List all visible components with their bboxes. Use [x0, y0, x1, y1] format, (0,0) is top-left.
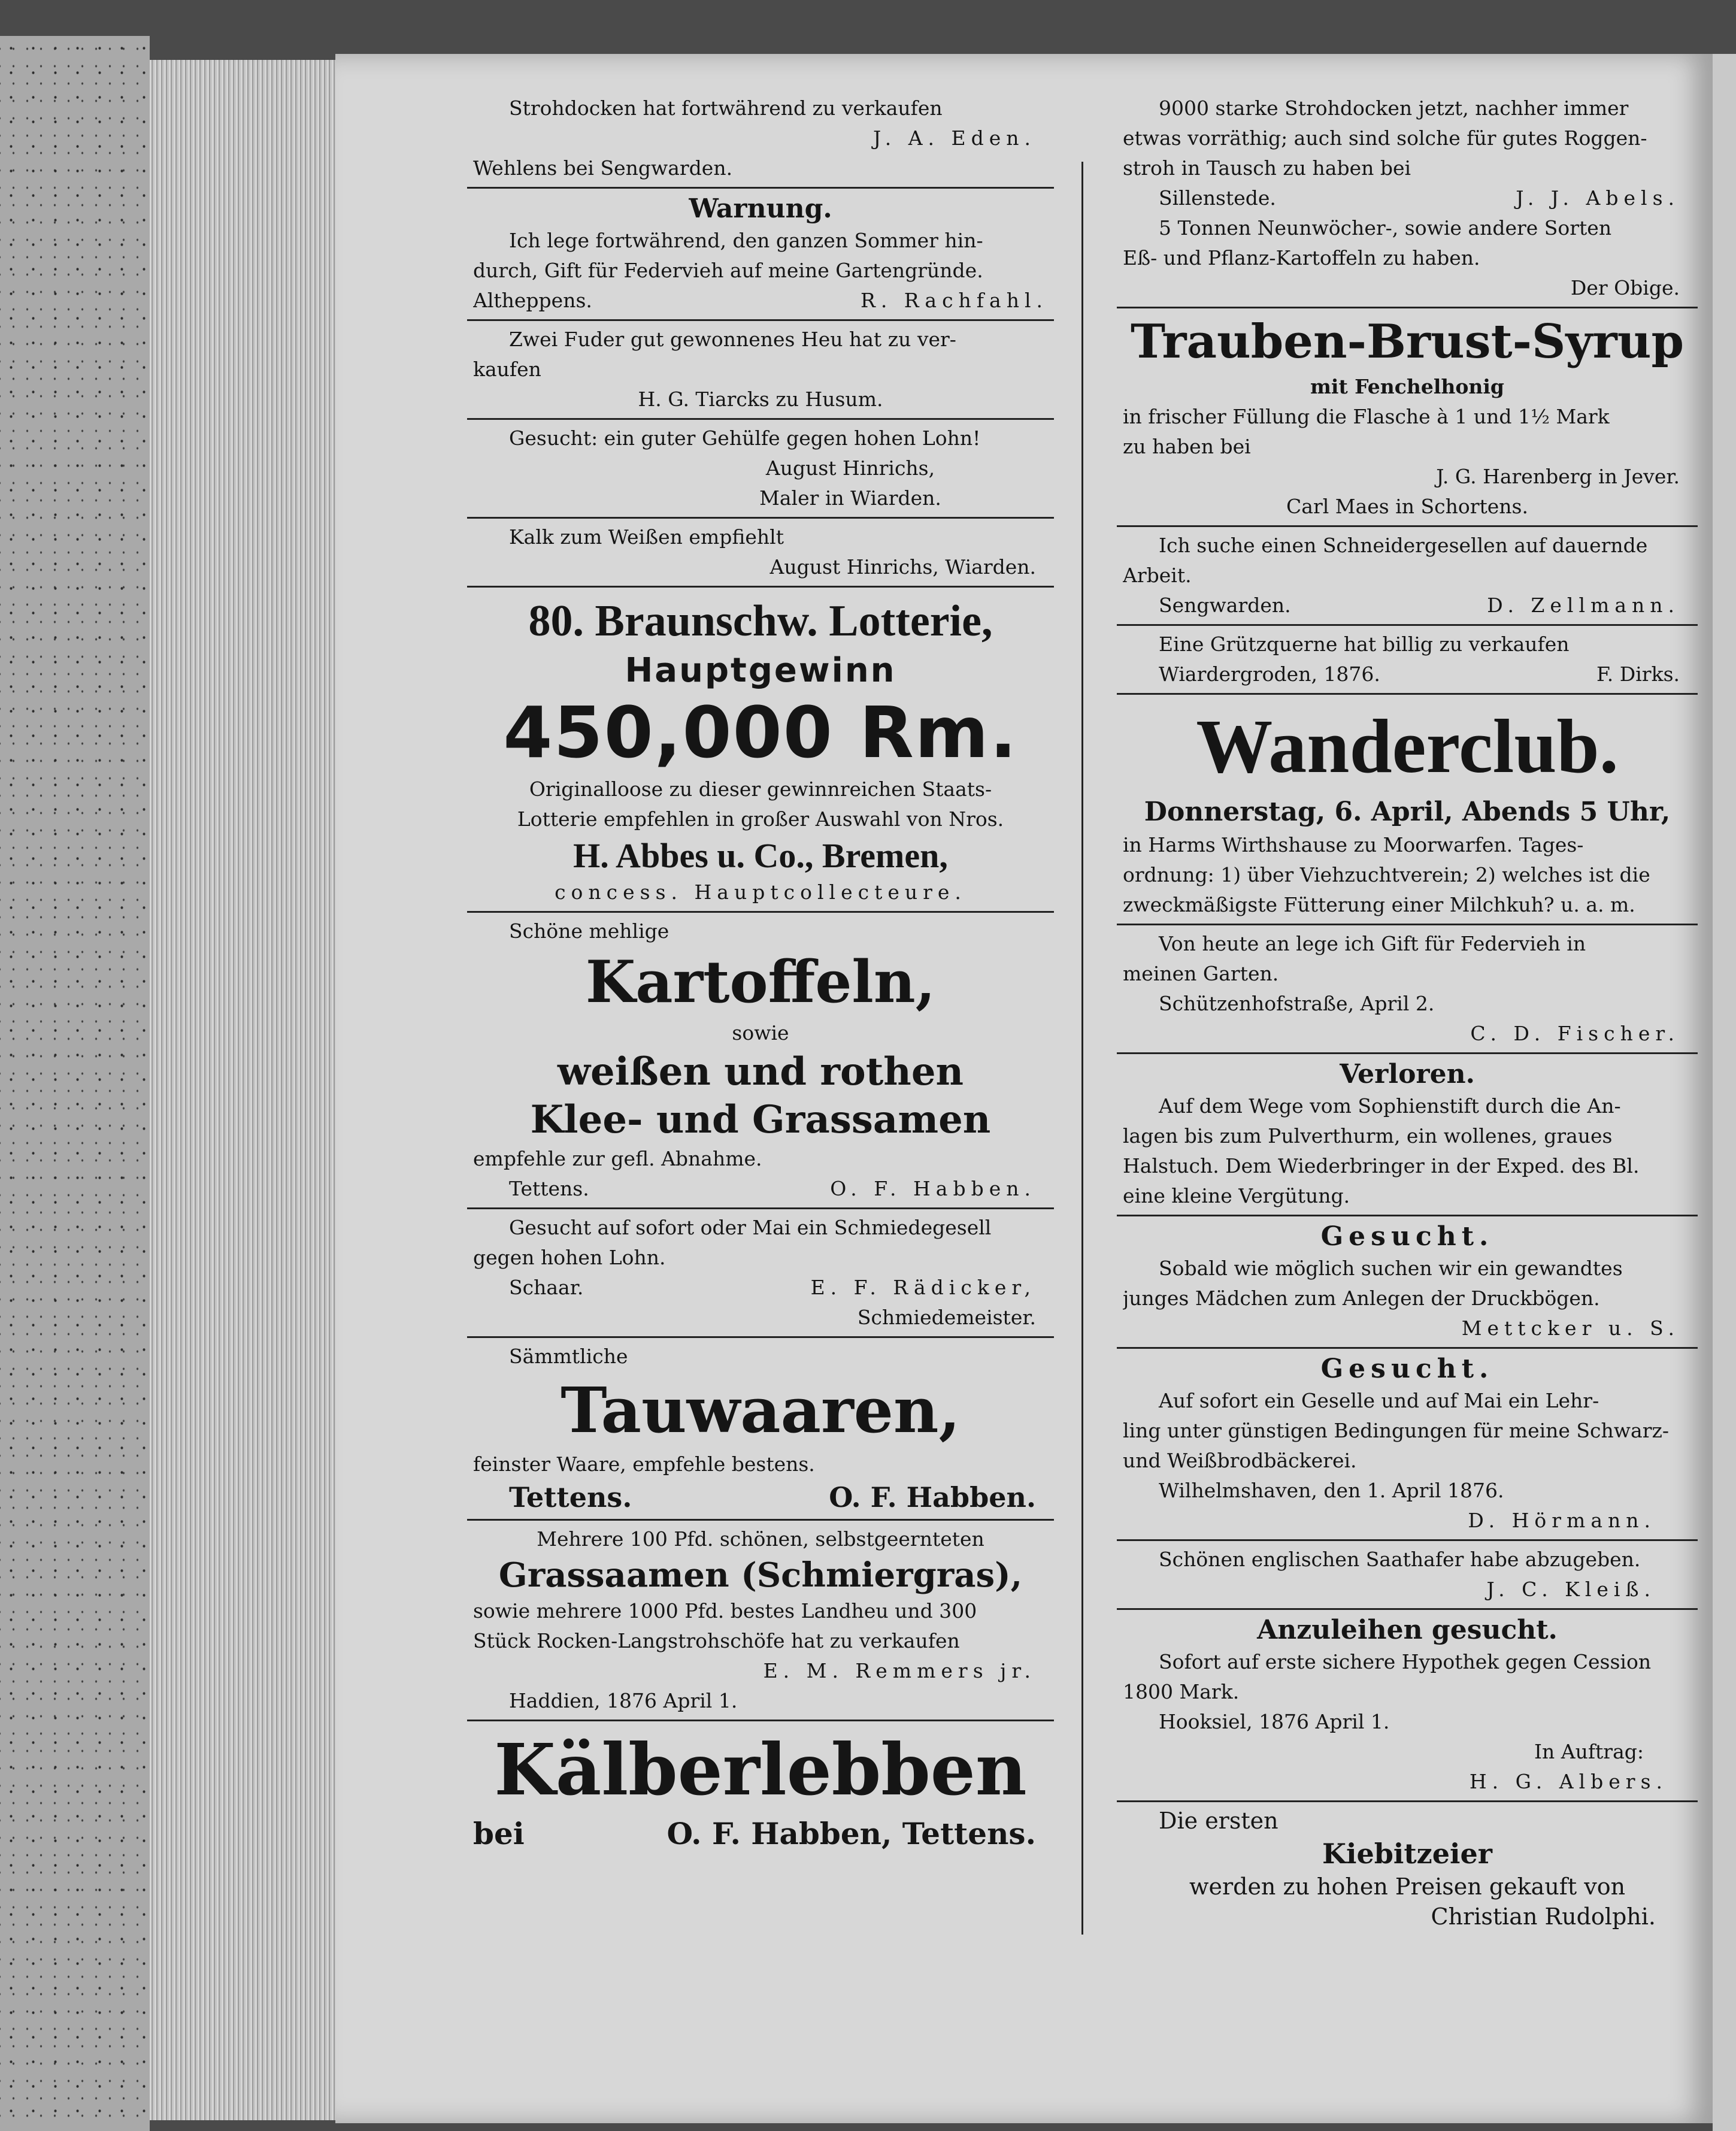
lotterie-heading: 80. Braunschw. Lotterie,	[528, 597, 993, 646]
ad-kaelberlebben	[467, 1721, 1054, 1857]
ad-remmers	[467, 1521, 1054, 1721]
ad-date: Hooksiel, 1876 April 1.	[1159, 1710, 1390, 1733]
ad-place: Wiardergroden, 1876.	[1159, 662, 1380, 686]
ad-signature: D. Hörmann.	[1468, 1509, 1656, 1532]
ad-text: empfehle zur gefl. Abnahme.	[473, 1147, 762, 1170]
ad-text: Sofort auf erste sichere Hypothek gegen Cession	[1159, 1650, 1652, 1673]
ad-mettcker	[1117, 1216, 1698, 1349]
right-column	[1117, 90, 1698, 1935]
ad-signature: Christian Rudolphi.	[1431, 1903, 1656, 1930]
ad-text: Eß- und Pflanz-Kartoffeln zu haben.	[1123, 246, 1480, 270]
ad-text: gegen hohen Lohn.	[473, 1246, 666, 1269]
ad-text: in Harms Wirthshause zu Moorwarfen. Tages-	[1123, 833, 1584, 856]
ad-text: sowie	[732, 1021, 789, 1045]
ad-text: concess. Hauptcollecteure.	[555, 880, 967, 904]
ad-text: ordnung: 1) über Viehzuchtverein; 2) welches ist die	[1123, 863, 1650, 886]
ad-text: meinen Garten.	[1123, 962, 1279, 985]
ad-text: Eine Grützquerne hat billig zu verkaufen	[1159, 632, 1570, 656]
ad-text: ling unter günstigen Bedingungen für meine Schwarz-	[1123, 1419, 1670, 1442]
ad-text: lagen bis zum Pulverthurm, ein wollenes, graues	[1123, 1124, 1613, 1148]
ad-hoermann	[1117, 1349, 1698, 1541]
ad-text: zu haben bei	[1123, 435, 1251, 458]
ad-text: in frischer Füllung die Flasche à 1 und 1½ Mark	[1123, 405, 1610, 428]
kartoffeln-heading: Kartoffeln,	[585, 948, 936, 1016]
ad-signature: J. G. Harenberg in Jever.	[1436, 465, 1680, 488]
ad-text: stroh in Tausch zu haben bei	[1123, 156, 1411, 180]
ad-text: Schönen englischen Saathafer habe abzugeben.	[1159, 1548, 1641, 1571]
ad-text: und Weißbrodbäckerei.	[1123, 1449, 1357, 1472]
ad-signature: Schmiedemeister.	[857, 1306, 1036, 1329]
ad-text: Stück Rocken-Langstrohschöfe hat zu verkaufen	[473, 1629, 960, 1652]
ad-signature-row	[1123, 591, 1692, 620]
ad-subheading: Kiebitzeier	[1322, 1838, 1492, 1870]
page-edges	[150, 60, 335, 2120]
ad-title: Gesucht.	[1320, 1221, 1494, 1252]
ad-text: werden zu hohen Preisen gekauft von	[1189, 1873, 1626, 1900]
ad-title: Gesucht.	[1320, 1354, 1494, 1384]
ad-place: Sengwarden.	[1159, 594, 1291, 617]
ad-signature: F. Dirks.	[1596, 662, 1680, 686]
ad-tiarcks	[467, 321, 1054, 420]
book-cover-speckled	[0, 36, 150, 2131]
ad-signature-row	[473, 1174, 1048, 1204]
ad-text: Ich suche einen Schneidergesellen auf dauernde	[1159, 534, 1648, 557]
ad-hinrichs-gehuelfe	[467, 420, 1054, 519]
ad-text: eine kleine Vergütung.	[1123, 1184, 1350, 1207]
ad-signature: O. F. Habben.	[830, 1177, 1036, 1200]
ad-date: Schützenhofstraße, April 2.	[1159, 992, 1435, 1015]
ad-signature: Maler in Wiarden.	[759, 486, 941, 510]
ad-signature: August Hinrichs, Wiarden.	[769, 555, 1036, 579]
column-divider	[1081, 162, 1083, 1935]
ad-signature-row	[1123, 659, 1692, 689]
ad-place: Sillenstede.	[1159, 186, 1276, 210]
ad-text: junges Mädchen zum Anlegen der Druckbögen.	[1123, 1287, 1600, 1310]
ad-text: 1800 Mark.	[1123, 1680, 1240, 1703]
ad-place: Tettens.	[509, 1177, 589, 1200]
ad-text: etwas vorräthig; auch sind solche für gutes Roggen-	[1123, 126, 1647, 150]
ad-verloren	[1117, 1054, 1698, 1216]
ad-signature: Carl Maes in Schortens.	[1286, 495, 1528, 518]
ad-text: zweckmäßigste Fütterung einer Milchkuh? u. a. m.	[1123, 893, 1635, 916]
ad-text: Arbeit.	[1123, 564, 1192, 587]
ad-fischer	[1117, 925, 1698, 1054]
ad-text: Strohdocken hat fortwährend zu verkaufen	[509, 96, 943, 120]
ad-signature: Der Obige.	[1570, 276, 1680, 299]
next-page-edge	[1713, 54, 1736, 2131]
ad-signature-row	[473, 1273, 1048, 1303]
ad-tauwaaren	[467, 1338, 1054, 1521]
ad-abels	[1117, 90, 1698, 308]
ad-syrup	[1117, 308, 1698, 527]
syrup-heading: Trauben-Brust-Syrup	[1130, 314, 1684, 369]
ad-text: Halstuch. Dem Wiederbringer in der Exped. des Bl.	[1123, 1154, 1640, 1178]
ad-raedicker	[467, 1209, 1054, 1338]
ad-warnung	[467, 189, 1054, 321]
ad-signature-row	[1123, 183, 1692, 213]
ad-rudolphi	[1117, 1802, 1698, 1935]
ad-signature: C. D. Fischer.	[1470, 1022, 1680, 1045]
ad-title: Anzuleihen gesucht.	[1257, 1615, 1558, 1645]
ad-title: Verloren.	[1340, 1059, 1475, 1089]
ad-zellmann	[1117, 527, 1698, 626]
ad-signature: J. A. Eden.	[873, 126, 1036, 150]
ad-text: 9000 starke Strohdocken jetzt, nachher immer	[1159, 96, 1629, 120]
ad-text: feinster Waare, empfehle bestens.	[473, 1452, 815, 1476]
ad-date: Wilhelmshaven, den 1. April 1876.	[1159, 1479, 1504, 1502]
ad-signature: E. M. Remmers jr.	[763, 1659, 1036, 1682]
ad-signature-row	[473, 1479, 1048, 1515]
ad-albers	[1117, 1610, 1698, 1802]
ad-kartoffeln	[467, 913, 1054, 1209]
ad-place: Tettens.	[509, 1481, 632, 1514]
wanderclub-heading: Wanderclub.	[1196, 704, 1619, 789]
left-column	[467, 90, 1054, 1857]
ad-signature: O. F. Habben, Tettens.	[666, 1816, 1036, 1851]
ad-signature: H. G. Albers.	[1469, 1770, 1668, 1793]
ad-text: Gesucht: ein guter Gehülfe gegen hohen Lohn!	[509, 426, 981, 450]
ad-signature: H. G. Tiarcks zu Husum.	[638, 388, 883, 411]
ad-text: Zwei Fuder gut gewonnenes Heu hat zu ver-	[509, 328, 956, 351]
ad-text: Sobald wie möglich suchen wir ein gewandtes	[1159, 1257, 1623, 1280]
ad-signature: August Hinrichs,	[765, 456, 935, 480]
ad-subheading: Grassaamen (Schmiergras),	[498, 1555, 1023, 1595]
ad-text: Lotterie empfehlen in großer Auswahl von Nros.	[517, 807, 1004, 831]
ad-wanderclub	[1117, 695, 1698, 925]
ad-subheading: mit Fenchelhonig	[1310, 375, 1505, 398]
ad-signature: E. F. Rädicker,	[810, 1276, 1036, 1299]
ad-text: bei	[473, 1816, 525, 1851]
ad-place: Altheppens.	[473, 289, 592, 312]
tauwaaren-heading: Tauwaaren,	[561, 1373, 961, 1447]
ad-signature: J. C. Kleiß.	[1486, 1578, 1656, 1601]
ad-title: Warnung.	[689, 193, 832, 224]
ad-signature: Mettcker u. S.	[1461, 1316, 1680, 1340]
ad-place: Schaar.	[509, 1276, 584, 1299]
lotterie-amount: 450,000 Rm.	[503, 691, 1018, 774]
ad-signature: D. Zellmann.	[1487, 594, 1680, 617]
ad-kleiss	[1117, 1541, 1698, 1610]
ad-text: Auf sofort ein Geselle und auf Mai ein Lehr-	[1159, 1389, 1599, 1412]
ad-text: Gesucht auf sofort oder Mai ein Schmiedegesell	[509, 1216, 992, 1239]
ad-text: Kalk zum Weißen empfiehlt	[509, 525, 784, 549]
ad-text: Von heute an lege ich Gift für Federvieh in	[1159, 932, 1586, 955]
ad-signature-row	[473, 286, 1048, 316]
ad-date: Haddien, 1876 April 1.	[509, 1689, 738, 1712]
ad-eden	[467, 90, 1054, 189]
ad-subheading: Klee- und Grassamen	[530, 1097, 991, 1142]
ad-text: Mehrere 100 Pfd. schönen, selbstgeernteten	[537, 1527, 984, 1551]
ad-dirks	[1117, 626, 1698, 695]
kaelberlebben-heading: Kälberlebben	[494, 1728, 1027, 1811]
lotterie-dealer: H. Abbes u. Co., Bremen,	[573, 836, 948, 875]
ad-text: 5 Tonnen Neunwöcher-, sowie andere Sorten	[1159, 216, 1612, 240]
ad-text: Sämmtliche	[509, 1345, 628, 1368]
ad-signature-row	[473, 1815, 1048, 1853]
ad-signature: R. Rachfahl.	[860, 289, 1048, 312]
ad-text: Schöne mehlige	[509, 919, 669, 943]
ad-signature: J. J. Abels.	[1516, 186, 1680, 210]
ad-text: durch, Gift für Federvieh auf meine Gartengründe.	[473, 259, 983, 282]
ad-text: Originalloose zu dieser gewinnreichen Staats-	[529, 777, 992, 801]
ad-lotterie	[467, 588, 1054, 913]
ad-place: Wehlens bei Sengwarden.	[473, 156, 733, 180]
ad-text: Auf dem Wege vom Sophienstift durch die An-	[1159, 1094, 1621, 1118]
ad-text: Ich lege fortwährend, den ganzen Sommer hin-	[509, 229, 983, 252]
ad-text: kaufen	[473, 358, 541, 381]
ad-kalk	[467, 519, 1054, 588]
ad-subheading: Donnerstag, 6. April, Abends 5 Uhr,	[1144, 797, 1671, 827]
ad-text: In Auftrag:	[1534, 1740, 1644, 1763]
ad-subheading: weißen und rothen	[557, 1049, 964, 1094]
ad-text: Die ersten	[1159, 1808, 1278, 1834]
ad-text: sowie mehrere 1000 Pfd. bestes Landheu und 300	[473, 1599, 977, 1623]
lotterie-subheading: Hauptgewinn	[625, 651, 896, 690]
ad-signature: O. F. Habben.	[829, 1481, 1036, 1514]
